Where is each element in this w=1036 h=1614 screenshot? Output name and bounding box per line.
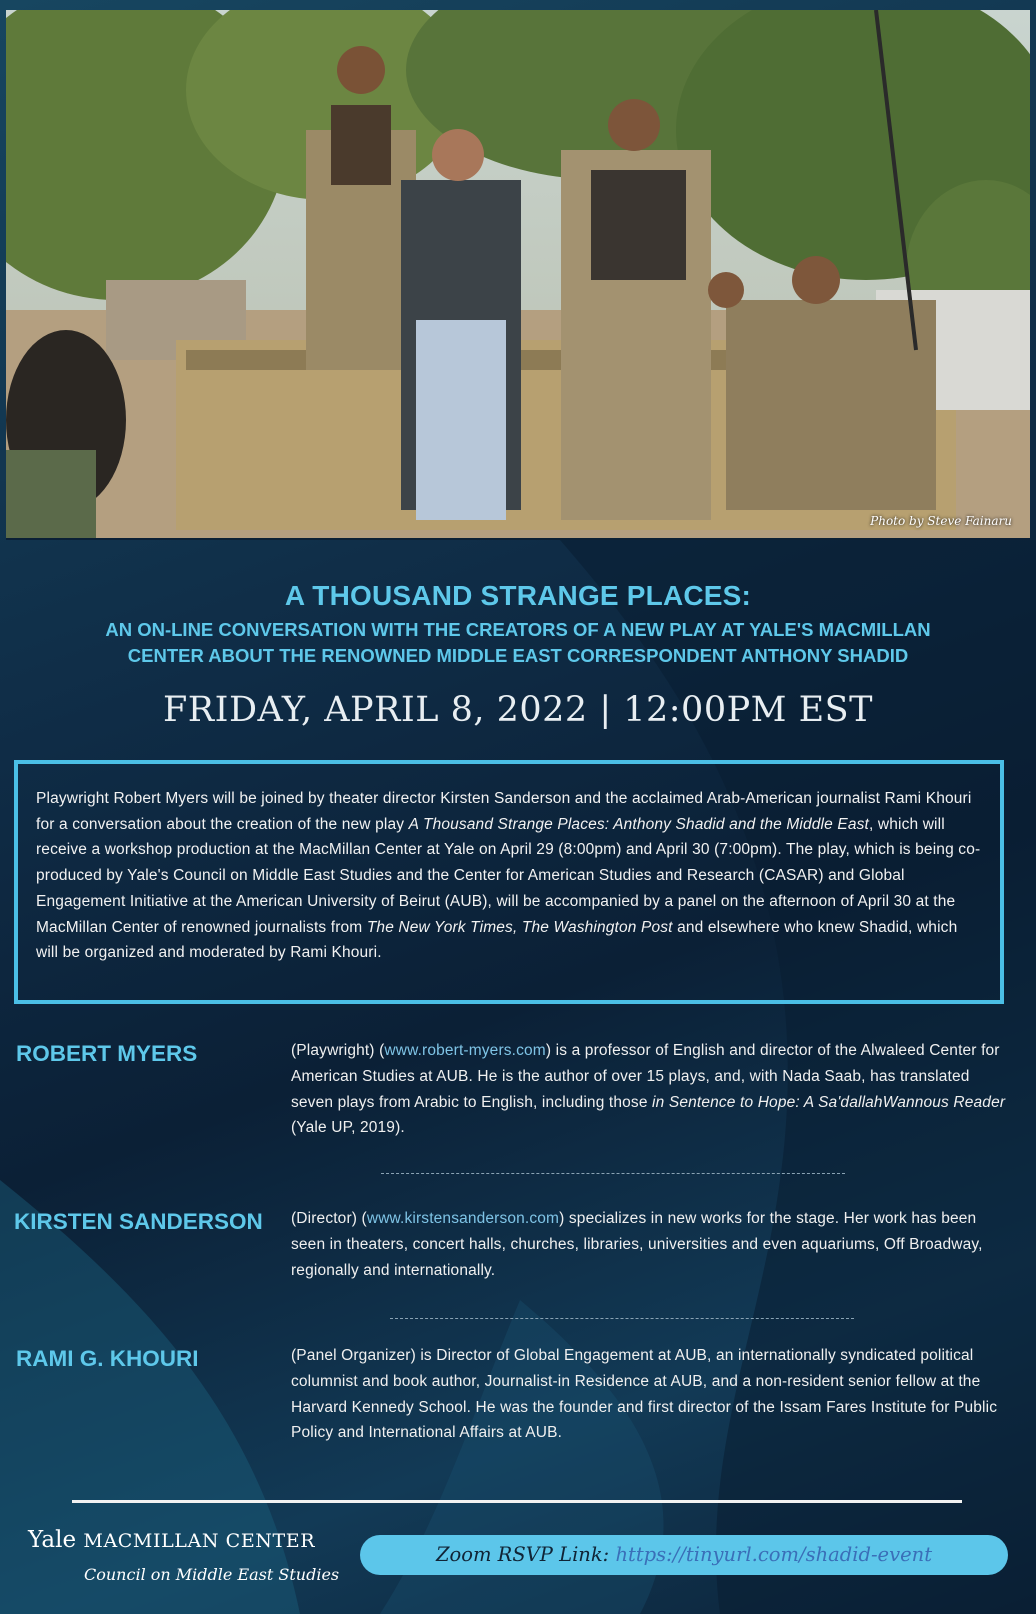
speaker-bio: (Panel Organizer) is Director of Global Engagement at AUB, an internationally syndicated political columnist and book author, Journalist-in Residence at AUB, and a non-resident senior fellow at the Harvard Kennedy School. He was the founder and first director of the Issam Fares Institute for Public Policy and International Affairs at AUB. xyxy=(291,1347,998,1442)
speaker-bio-text: ) is a professor of English and director of the Alwaleed Center for American Studies at AUB. He is the author of over 15 plays, and, with Nada Saab, has translated seven plays from Arabic to English, including those xyxy=(291,1042,1000,1111)
speaker-bio xyxy=(291,1038,1011,1141)
rsvp-link[interactable]: https://tinyurl.com/shadid-event xyxy=(615,1543,933,1566)
speaker-name: RAMI G. KHOURI xyxy=(16,1346,199,1371)
description-text: and elsewhere who knew Shadid, which will be organized and moderated by Rami Khouri. xyxy=(36,918,958,962)
speaker-role: (Director) ( xyxy=(291,1210,367,1227)
logo-center: MACMILLAN CENTER xyxy=(83,1530,316,1552)
speaker-website-link[interactable]: www.kirstensanderson.com xyxy=(366,1210,560,1227)
speaker-role: (Playwright) ( xyxy=(291,1042,385,1059)
speaker-bio-text: ) specializes in new works for the stage. Her work has been seen in theaters, concert halls, churches, libraries, universities and even aquariums, Off Broadway, regionally and internationally. xyxy=(291,1210,983,1279)
photo-credit: Photo by Steve Fainaru xyxy=(870,514,1012,528)
separator xyxy=(381,1173,845,1174)
speaker-bio xyxy=(291,1206,1011,1283)
hero-photo-image xyxy=(6,10,1030,538)
hero-photo xyxy=(6,10,1030,540)
speaker-name: ROBERT MYERS xyxy=(16,1041,198,1066)
speaker-bio-text: (Yale UP, 2019). xyxy=(291,1119,405,1137)
news-outlets: The New York Times, The Washington Post xyxy=(366,918,673,936)
event-description xyxy=(14,760,1004,1004)
event-subtitle xyxy=(30,617,1006,669)
description-text: Playwright Robert Myers will be joined by theater director Kirsten Sanderson and the acclaimed Arab-American journalist Rami Khouri for a conversation about the creation of the new play xyxy=(36,790,972,833)
book-title: in Sentence to Hope: A Sa'dallahWannous Reader xyxy=(652,1093,1006,1111)
subtitle-line-2: CENTER ABOUT THE RENOWNED MIDDLE EAST CORRESPONDENT ANTHONY SHADID xyxy=(127,645,909,666)
rsvp-label: Zoom RSVP Link: xyxy=(435,1543,616,1566)
logo-council: Council on Middle East Studies xyxy=(84,1565,340,1584)
speaker-website-link[interactable]: www.robert-myers.com xyxy=(384,1042,546,1059)
separator xyxy=(390,1318,854,1319)
description-text: , which will receive a workshop production at the MacMillan Center at Yale on April 29 (8:00pm) and April 30 (7:00pm). The play, which is being co-produced by Yale's Council on Middle East Studies and the Center for American Studies and Research (CASAR) and Global Engagement Initiative at the American University of Beirut (AUB), will be accompanied by a panel on the afternoon of April 30 at the MacMillan Center of renowned journalists from xyxy=(36,815,981,936)
subtitle-line-1: AN ON-LINE CONVERSATION WITH THE CREATORS OF A NEW PLAY AT YALE'S MACMILLAN xyxy=(105,619,931,640)
logo-yale: Yale xyxy=(28,1527,77,1553)
rsvp-banner xyxy=(360,1535,1008,1575)
event-datetime: FRIDAY, APRIL 8, 2022 | 12:00PM EST xyxy=(163,690,873,730)
yale-macmillan-logo xyxy=(28,1527,315,1553)
play-title: A Thousand Strange Places: Anthony Shadid and the Middle East xyxy=(408,815,869,833)
speaker-name: KIRSTEN SANDERSON xyxy=(14,1209,263,1234)
event-title: A THOUSAND STRANGE PLACES: xyxy=(284,580,752,611)
footer-divider xyxy=(72,1500,962,1503)
